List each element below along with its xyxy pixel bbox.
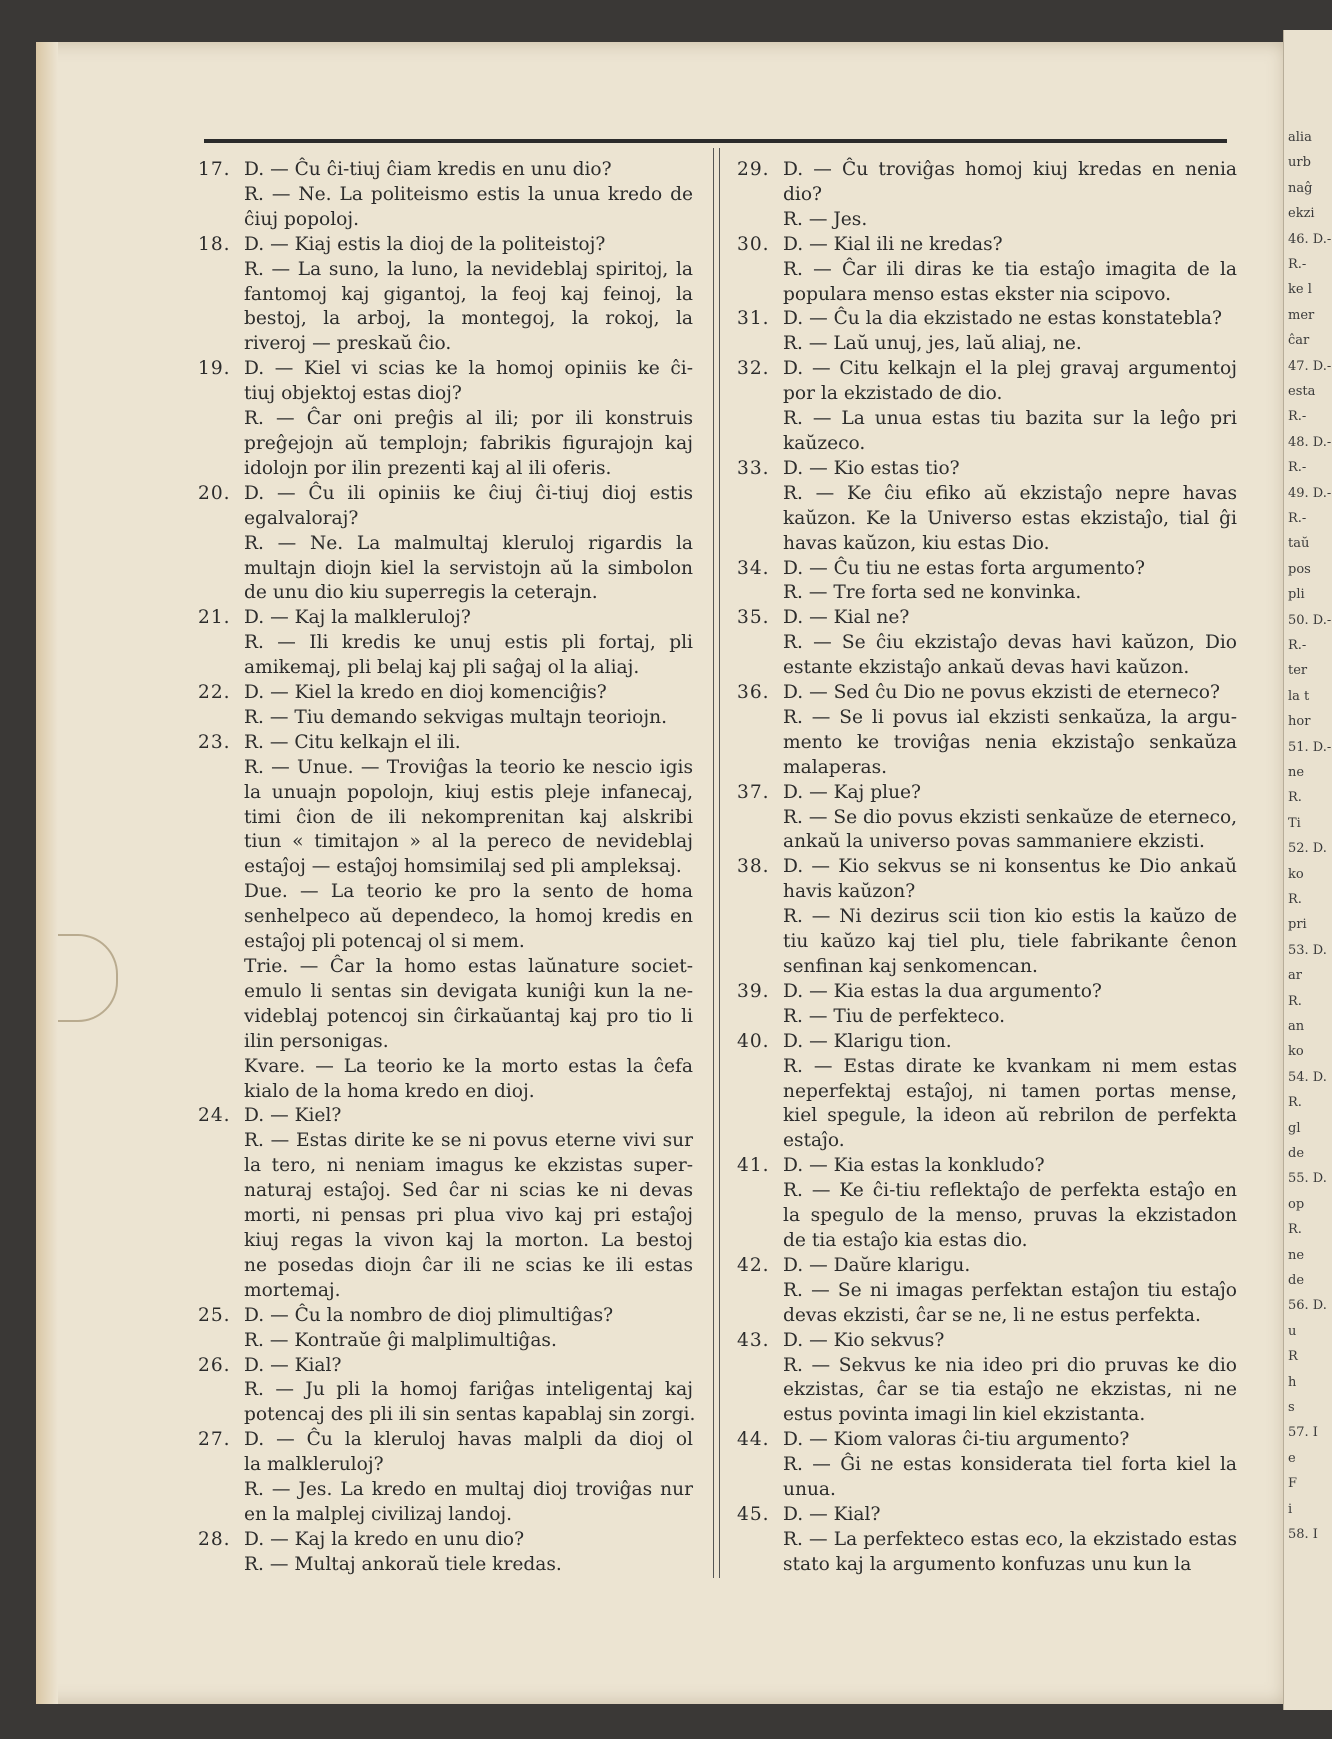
adjacent-page-text-fragment: R. (1288, 1095, 1302, 1111)
qa-entry (198, 482, 693, 607)
adjacent-page-text-fragment: 46. D.- (1288, 231, 1332, 247)
text-line: D. — Kial ne? (783, 607, 910, 629)
adjacent-page-text-fragment: R.- (1288, 460, 1307, 476)
adjacent-page-text-fragment: R.- (1288, 409, 1307, 425)
entry-number: 26. (198, 1354, 231, 1376)
text-line: mortemaj. (244, 1279, 341, 1301)
adjacent-page-text-fragment: 57. I (1288, 1425, 1318, 1441)
text-line: D. — Ĉu la nombro de dioj plimultiĝas? (244, 1304, 614, 1326)
qa-entry (198, 1428, 693, 1528)
entry-number: 21. (198, 607, 231, 629)
text-line: R. — La perfekteco estas eco, la ekzistado estas (783, 1528, 1237, 1550)
qa-entry (198, 606, 693, 681)
entry-number: 27. (198, 1429, 231, 1451)
adjacent-page-text-fragment: R.- (1288, 511, 1307, 526)
adjacent-page-text-fragment: ne (1288, 765, 1305, 780)
text-line: estaĵoj pli potencaj ol si mem. (244, 931, 525, 953)
right-column (737, 158, 1237, 1578)
qa-entry (737, 781, 1237, 856)
entry-number: 31. (737, 308, 770, 330)
adjacent-page-text-fragment: pri (1288, 917, 1307, 933)
text-line: D. — Ĉu tiu ne estas forta argumento? (783, 557, 1145, 579)
entry-number: 23. (198, 731, 231, 753)
adjacent-page-text-fragment: R. (1288, 790, 1302, 806)
adjacent-page-text-fragment: R.- (1288, 638, 1307, 653)
text-line: R. — Unue. — Troviĝas la teorio ke nescio igis (244, 756, 693, 778)
text-line: tiuj objektoj estas dioj? (244, 383, 462, 405)
entry-number: 34. (737, 557, 770, 579)
text-line: bestoj, la arboj, la montegoj, la rokoj, la (244, 308, 693, 330)
adjacent-page-text-fragment: esta (1288, 384, 1316, 399)
text-line: D. — Kiel la kredo en dioj komenciĝis? (244, 682, 607, 704)
qa-entry (198, 1354, 696, 1429)
adjacent-page-text-fragment: ekzi (1288, 206, 1315, 222)
text-line: R. — Sekvus ke nia ideo pri dio pruvas ke dio (783, 1354, 1237, 1376)
adjacent-page-text-fragment: urb (1288, 155, 1311, 171)
qa-entry (737, 681, 1237, 781)
adjacent-page-text-fragment: hor (1288, 714, 1311, 730)
text-line: R. — Ili kredis ke unuj estis pli fortaj, pli (244, 632, 693, 654)
qa-entry (737, 357, 1237, 457)
text-line: R. — La unua estas tiu bazita sur la leĝo pri (783, 408, 1237, 430)
text-line: R. — Ne. La malmultaj kleruloj rigardis la (244, 532, 693, 554)
text-line: ekzistas, ĉar se tia estaĵo ne ekzistas, ni ne (783, 1379, 1237, 1401)
text-line: de tia estaĵo kia estas dio. (783, 1229, 1028, 1251)
text-line: D. — Kiel vi scias ke la homoj opiniis ke ĉi- (244, 358, 693, 380)
qa-entry (737, 233, 1237, 308)
adjacent-page-text-fragment: ne (1288, 1247, 1305, 1263)
qa-entry (198, 1104, 693, 1303)
text-line: tiu kaŭzo kaj tiel plu, tiele fabrikante ĉenon (783, 931, 1237, 953)
text-line: estaĵoj — estaĵoj homsimilaj sed pli ampleksaj. (244, 856, 682, 878)
entry-number: 41. (737, 1155, 770, 1177)
text-line: la unuajn popolojn, kiuj estis pleje infanecaj, (244, 781, 693, 803)
adjacent-page-text-fragment: u (1288, 1323, 1297, 1339)
qa-entry (737, 855, 1237, 980)
adjacent-page-text-fragment: ko (1288, 1044, 1304, 1060)
text-line: R. — Ĉar oni preĝis al ili; por ili konstruis (244, 408, 693, 430)
qa-entry (737, 307, 1237, 357)
text-line: malaperas. (783, 756, 888, 778)
text-line: de unu dio kiu superregis la ceterajn. (244, 582, 598, 604)
text-line: Kvare. — La teorio ke la morto estas la ĉefa (244, 1055, 693, 1077)
adjacent-page-text-fragment: alia (1288, 130, 1312, 145)
text-line: kiuj regas la vivon kaj la morton. La bestoj (244, 1229, 693, 1251)
qa-entry (198, 731, 693, 1105)
adjacent-page-text-fragment: R. (1288, 892, 1302, 907)
adjacent-page-text-fragment: R (1288, 1349, 1298, 1365)
entry-number: 43. (737, 1329, 770, 1351)
adjacent-page-text-fragment: an (1288, 1019, 1305, 1034)
text-line: kaŭzon. Ke la Universo estas ekzistaĵo, tial ĝi (783, 507, 1237, 529)
text-line: preĝejojn aŭ templojn; fabrikis figurajojn kaj (244, 432, 693, 454)
text-line: idolojn por ilin prezenti kaj al ili oferis. (244, 457, 612, 479)
text-line: D. — Ĉu la kleruloj havas malpli da dioj ol (244, 1429, 693, 1451)
adjacent-page-text-fragment: gl (1288, 1120, 1301, 1136)
text-line: naturaj estaĵoj. Sed ĉar ni scias ke ni devas (244, 1180, 693, 1202)
text-line: unua. (783, 1479, 836, 1501)
text-line: R. — Laŭ unuj, jes, laŭ aliaj, ne. (783, 333, 1082, 355)
text-line: R. — Se ni imagas perfektan estaĵon tiu estaĵo (783, 1279, 1237, 1301)
entry-number: 22. (198, 682, 231, 704)
text-line: mento ke troviĝas nenia ekzistaĵo senkaŭza (783, 731, 1237, 753)
entry-number: 30. (737, 233, 770, 255)
text-line: D. — Kio sekvus se ni konsentus ke Dio ankaŭ (783, 856, 1237, 878)
adjacent-page-text-fragment: la t (1288, 688, 1310, 704)
text-line: R. — Se ĉiu ekzistaĵo devas havi kaŭzon, Dio (783, 632, 1237, 654)
qa-entry (737, 1329, 1237, 1429)
adjacent-page-text-fragment: i (1288, 1501, 1293, 1517)
qa-entry (198, 681, 693, 731)
text-line: por la ekzistado de dio. (783, 383, 1003, 405)
adjacent-page-text-fragment: 52. D. (1288, 841, 1327, 857)
adjacent-page-text-fragment: 55. D. (1288, 1171, 1327, 1187)
text-line: R. — Tiu demando sekvigas multajn teoriojn. (244, 706, 667, 728)
adjacent-page-text-fragment: 58. I (1288, 1527, 1318, 1542)
text-line: amikemaj, pli belaj kaj pli saĝaj ol la aliaj. (244, 657, 640, 679)
adjacent-page-text-fragment: 50. D.- (1288, 612, 1332, 628)
adjacent-page-text-fragment: R. (1288, 1222, 1302, 1238)
adjacent-page-text-fragment: ko (1288, 866, 1304, 882)
entry-number: 19. (198, 358, 231, 380)
text-line: Trie. — Ĉar la homo estas laŭnature societ- (244, 956, 693, 977)
entry-number: 17. (198, 159, 231, 180)
text-line: D. — Ĉu la dia ekzistado ne estas konstatebla? (783, 308, 1222, 330)
text-line: egalvaloraj? (244, 507, 359, 529)
adjacent-page-text-fragment: de (1288, 1146, 1305, 1161)
qa-entry (737, 557, 1237, 607)
text-line: R. — Ĉar ili diras ke tia estaĵo imagita de la (783, 258, 1237, 280)
text-line: senhelpeco aŭ dependeco, la homoj kredis en (244, 906, 693, 928)
text-line: videblaj potencoj sin ĉirkaŭantaj kaj pro tio li (244, 1005, 693, 1027)
text-line: R. — Citu kelkajn el ili. (244, 731, 461, 753)
text-line: R. — Tiu de perfekteco. (783, 1005, 1005, 1027)
adjacent-page-text-fragment: ke l (1288, 282, 1312, 298)
text-line: kiel spegule, la ideon aŭ rebrilon de perfekta (783, 1105, 1237, 1127)
column-divider-right (719, 148, 720, 1578)
entry-number: 38. (737, 856, 770, 878)
entry-number: 25. (198, 1304, 231, 1326)
text-line: R. — Ni dezirus scii tion kio estis la kaŭzo de (783, 906, 1237, 928)
text-line: D. — Citu kelkajn el la plej gravaj argumentoj (783, 358, 1237, 380)
text-line: R. — Tre forta sed ne konvinka. (783, 582, 1082, 604)
entry-number: 29. (737, 159, 770, 180)
entry-number: 42. (737, 1254, 770, 1276)
text-line: havas kaŭzon, kiu estas Dio. (783, 532, 1050, 554)
text-line: D. — Kial? (783, 1503, 881, 1525)
text-line: stato kaj la argumento konfuzas unu kun la (783, 1553, 1192, 1575)
qa-entry (737, 1503, 1237, 1578)
qa-entry (737, 1428, 1237, 1503)
text-line: D. — Kaj la kredo en unu dio? (244, 1528, 525, 1550)
adjacent-page-text-fragment: 49. D.- (1288, 485, 1332, 501)
text-line: D. — Ĉu troviĝas homoj kiuj kredas en nenia (783, 159, 1237, 180)
entry-number: 45. (737, 1503, 770, 1525)
qa-entry (198, 233, 693, 358)
qa-entry (198, 1304, 693, 1354)
text-line: D. — Kio estas tio? (783, 457, 960, 479)
text-line: R. — Multaj ankoraŭ tiele kredas. (244, 1553, 562, 1575)
text-line: D. — Kiom valoras ĉi-tiu argumento? (783, 1429, 1130, 1451)
entry-number: 44. (737, 1429, 770, 1451)
text-line: D. — Ĉu ĉi-tiuj ĉiam kredis en unu dio? (244, 159, 612, 180)
text-line: estaĵo. (783, 1130, 845, 1152)
adjacent-page-text-fragment: R.- (1288, 257, 1307, 272)
text-line: dio? (783, 183, 823, 205)
text-line: la malkleruloj? (244, 1454, 384, 1476)
text-line: D. — Ĉu ili opiniis ke ĉiuj ĉi-tiuj dioj estis (244, 482, 693, 504)
text-line: R. — Ju pli la homoj fariĝas inteligentaj kaj (244, 1379, 693, 1401)
adjacent-page-text-fragment: 47. D.- (1288, 358, 1332, 374)
entry-number: 33. (737, 457, 770, 479)
qa-entry (198, 357, 693, 482)
text-line: D. — Sed ĉu Dio ne povus ekzisti de eterneco? (783, 682, 1220, 704)
text-line: populara menso estas ekster nia scipovo. (783, 283, 1171, 305)
adjacent-page-text-fragment: pli (1288, 587, 1305, 603)
text-line: D. — Kio sekvus? (783, 1329, 945, 1351)
adjacent-page-text-fragment: mer (1288, 307, 1315, 323)
text-line: en la malplej civilizaj landoj. (244, 1503, 513, 1525)
adjacent-page-text-fragment: taŭ (1288, 536, 1310, 552)
text-line: R. — Jes. La kredo en multaj dioj troviĝas nur (244, 1479, 693, 1501)
text-line: morti, ni pensas pri plua vivo kaj pri estaĵoj (244, 1205, 693, 1227)
adjacent-page-text-fragment: pos (1288, 561, 1311, 577)
adjacent-page-text-fragment: F (1288, 1476, 1298, 1492)
entry-number: 20. (198, 482, 231, 504)
text-line: R. — Estas dirate ke kvankam ni mem estas (783, 1055, 1237, 1077)
left-column (198, 158, 696, 1578)
text-line: D. — Kaj plue? (783, 781, 922, 803)
qa-entry (198, 158, 693, 233)
adjacent-page-text-fragment: de (1288, 1273, 1305, 1288)
page-edge-shadow (36, 42, 58, 1704)
adjacent-page-text-fragment: op (1288, 1196, 1305, 1212)
adjacent-page-text-fragment: ar (1288, 968, 1302, 984)
text-line: la tero, ni neniam imagus ke ekzistas super- (244, 1155, 693, 1177)
text-line: R. — Kontraŭe ĝi malplimultiĝas. (244, 1329, 557, 1351)
adjacent-page-text-fragment: h (1288, 1374, 1297, 1390)
text-line: R. — Se dio povus ekzisti senkaŭze de eterneco, (783, 806, 1238, 828)
qa-entry (737, 606, 1237, 681)
text-line: ne posedas diojn ĉar ili ne scias ke ili estas (244, 1254, 693, 1276)
text-line: R. — Ne. La politeismo estis la unua kredo de (244, 183, 693, 205)
header-rule (204, 139, 1227, 143)
text-line: estus povinta imagi lin kiel ekzistanta. (783, 1404, 1146, 1426)
text-line: fantomoj kaj gigantoj, la feoj kaj feinoj, la (244, 283, 693, 305)
text-line: kaŭzeco. (783, 432, 866, 454)
text-line: D. — Kiel? (244, 1105, 342, 1127)
entry-number: 32. (737, 358, 770, 380)
text-line: D. — Kial ili ne kredas? (783, 233, 1003, 255)
entry-number: 36. (737, 682, 770, 704)
entry-number: 18. (198, 233, 231, 255)
adjacent-page-text-fragment: R. (1288, 993, 1302, 1009)
text-line: R. — Ke ĉi-tiu reflektaĵo de perfekta estaĵo en (783, 1180, 1237, 1202)
qa-entry (737, 980, 1237, 1030)
text-line: R. — Se li povus ial ekzisti senkaŭza, la argu- (783, 706, 1237, 728)
text-line: ankaŭ la universo povas sammaniere ekzisti. (783, 831, 1205, 853)
text-line: D. — Kia estas la dua argumento? (783, 980, 1102, 1002)
text-line: kialo de la homa kredo en dioj. (244, 1080, 535, 1102)
adjacent-page-text-fragment: 51. D.- (1288, 739, 1332, 755)
qa-entry (737, 1030, 1237, 1155)
qa-entry (737, 1254, 1237, 1329)
text-line: riveroj — preskaŭ ĉio. (244, 333, 452, 355)
entry-number: 40. (737, 1030, 770, 1052)
text-line: emulo li sentas sin devigata kuniĝi kun la ne- (244, 980, 693, 1002)
adjacent-page-text-fragment: e (1288, 1450, 1296, 1466)
text-line: potencaj des pli ili sin sentas kapablaj sin zorgi. (244, 1404, 696, 1426)
adjacent-page-text-fragment: Ti (1288, 815, 1301, 831)
adjacent-page-text-fragment: 53. D. (1288, 942, 1327, 958)
text-line: senfinan kaj senkomencan. (783, 956, 1038, 977)
text-line: havis kaŭzon? (783, 881, 916, 903)
text-line: D. — Kia estas la konkludo? (783, 1155, 1045, 1177)
entry-number: 35. (737, 607, 770, 629)
text-line: R. — La suno, la luno, la nevideblaj spiritoj, la (244, 258, 693, 280)
entry-number: 24. (198, 1105, 231, 1127)
text-line: D. — Kiaj estis la dioj de la politeistoj? (244, 233, 606, 255)
qa-entry (737, 457, 1237, 557)
text-line: R. — Jes. (783, 208, 868, 230)
text-line: multajn diojn kiel la servistojn aŭ la simbolon (244, 557, 693, 579)
text-line: neperfektaj estaĵoj, ni tamen portas mense, (783, 1080, 1237, 1102)
text-line: tiun « timitajon » al la pereco de nevideblaj (244, 831, 693, 853)
text-line: D. — Kaj la malkleruloj? (244, 607, 471, 629)
text-line: ilin personigas. (244, 1030, 389, 1052)
adjacent-page-edge (1283, 30, 1332, 1710)
text-line: D. — Klarigu tion. (783, 1030, 952, 1052)
text-line: R. — Ke ĉiu efiko aŭ ekzistaĵo nepre havas (783, 482, 1237, 504)
text-line: devas ekzisti, ĉar se ne, li ne estus perfekta. (783, 1304, 1201, 1326)
adjacent-page-text-fragment: ĉar (1288, 333, 1310, 349)
text-line: R. — Ĝi ne estas konsiderata tiel forta kiel la (783, 1454, 1237, 1476)
entry-number: 39. (737, 980, 770, 1002)
adjacent-page-text-fragment: ter (1288, 663, 1308, 679)
entry-number: 37. (737, 781, 770, 803)
text-line: timi ĉion de ili nekomprenitan kaj alskribi (244, 806, 693, 828)
adjacent-page-text-fragment: 56. D. (1288, 1298, 1327, 1314)
text-line: D. — Kial? (244, 1354, 342, 1376)
qa-entry (737, 158, 1237, 233)
text-line: estante ekzistaĵo ankaŭ devas havi kaŭzon. (783, 657, 1190, 679)
text-line: R. — Estas dirite ke se ni povus eterne vivi sur (244, 1130, 693, 1152)
qa-entry (737, 1154, 1237, 1254)
column-divider-left (713, 148, 714, 1578)
entry-number: 28. (198, 1528, 231, 1550)
adjacent-page-text-fragment: 48. D.- (1288, 434, 1332, 450)
text-line: Due. — La teorio ke pro la sento de homa (244, 881, 693, 903)
adjacent-page-text-fragment: naĝ (1288, 180, 1313, 196)
text-line: D. — Daŭre klarigu. (783, 1254, 971, 1276)
text-line: ĉiuj popoloj. (244, 208, 360, 230)
adjacent-page-text-fragment: s (1288, 1400, 1295, 1415)
adjacent-page-text-fragment: 54. D. (1288, 1069, 1327, 1085)
qa-entry (198, 1528, 693, 1578)
text-line: la spegulo de la menso, pruvas la ekzistadon (783, 1205, 1237, 1227)
